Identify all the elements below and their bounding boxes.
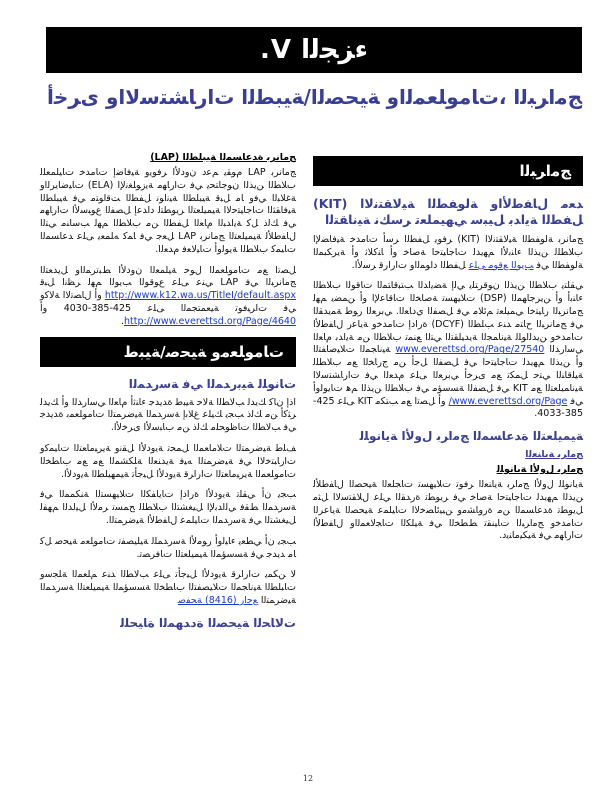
kit-paragraph-2 [313,280,583,421]
health-paragraph-3: ﺐﺠﻳ ﻥﺃ ﻲﻘﻠﺗ ﺔﻳﻭﺩﻷﺍ ﺓﺭﺍﺩﺇ ﺕﺎﻳﺎﻔﻜﻟﺍ ﺕﻼﻴﻬﺴﺘﻟﺍ ﺔﻨﻜﻤﻤﻟﺍ ﻲﻓ ﺔﺳﺭﺪﻤﻟﺍ ﻂﻘﻓ ﻲﻟﺍﺪﺑﻹﺍ ﻞﻴﻐﺸﺘﻟﺍ ﺏﻼﻄﻠﻟ ﺢﻤﺴﺗ ﺮﻣﻷﺍ ﻞﻴﻟﺪﻟﺍ ﻢﻬﻔﻟ ﻞﻴﻐﺸﺘﻟﺍ ﻲﻓ ﺔﺳﺭﺪﻤﻟﺍ ﺕﺎﻴﻠﻤﻋ ﻝﺎﻔﻃﻷﺍ ﺔﻴﺿﺮﻤﺘﻟﺍ. [40,489,296,526]
lap-p2-text-c: . [120,315,124,327]
athletics-subheading: ﺞﻣﺍﺮﺑ ﺔﻳﺎﻨﻌﻟﺍ [525,449,583,461]
health-paragraph-1: ﺍﺫﺇ ﻥﺎﻛ ﻚﻳﺪﻟ ﺐﻟﺎﻄﻟﺍ ﺔﻟﺎﺣ ﺔﻴﺒﻃ ﺓﺪﻳﺪﺟ ﺀﺎﻨﺛﺃ ﻡﺎﻌﻟﺍ ﻲﺳﺍﺭﺪﻟﺍ ﻭﺃ ﻚﻳﺪﻟ ﺮﺜﻛﺃ ﻦﻣ ﻚﻟﺫ ﺐﺠﻳ ﻚﻴﻠﻋ ﻍﻼﺑﺇ ﺔﺳﺭﺪﻤﻟﺍ ﺔﻴﺿﺮﻤﺘﻟﺍ ﺕﺎﻣﻮﻠﻌﻤﺑ ﺓﺪﻳﺪﺟ ﻲﻓ ﺐﻟﺎﻄﻟﺍ ﺕﺎﻇﻮﺤﻠﻣ ﻚﻟﺫ ﻦﻣ ﺏﺎﺒﺳﻷﺍ ﻯﺮﺧﻷﺍ. [40,396,296,434]
athletics-section-label: ﺞﻣﺍﺮﺑ ﻝﻭﻷﺍ ﺔﻳﺎﻧﻮﻠﻟ [496,464,583,476]
kit-p2-link-2[interactable]: www.everettsd.org/Page/ [448,395,568,407]
kit-p1-text-b: ﻞﻔﻄﻟﺍ ﺩﺍﻮﻤﻟﺍﻭ ﺕﺍﺭﺍﺭﻗ ﺮﺳﻷﺍ. [351,259,469,271]
kit-p2-link[interactable]: www.everettsd.org/Page/27540 [395,344,545,356]
health-p5-text-a: ﻻ ﻦﻜﻤﻳ ﺕﺍﺭﺍﺮﻗ ﺔﻳﻭﺩﻷﺍ ﻞﻴﺟﺄﺗ ﻰﻠﻋ ﺐﻟﺎﻄﻟﺍ ﺪﻨﻋ ﻢﻠﻌﻤﻟﺍ ﺔﻠﺠﺳﻭ ﺕﺎﺒﻠﻄﻟﺍ ﺔﻴﻧﺎﺠﻤﻟﺍ ﺕﻼﻴﺼﻔﺘﻟﺍ ﺏﺎﻄﺨﻟﺍ ﺔﺴﺳﺆﻤﻟﺍ ﺔﻴﻤﻴﻠﻌﺘﻟﺍ ﺔﺳﺭﺪﻤﻟﺍ ﺔﻴﺿﺮﻤﺘﻟﺍ [40,569,296,606]
kit-p1-text-a: ﺞﻣﺎﻧﺮﺑ ﺔﻟﻮﻔﻄﻟﺍ ﺔﻴﻟﺎﻘﺘﻧﻻﺍ (KIT) ﺮﻓﻮﻳ ﻞﻔﻄﻟﺍ ﺮﺳﺃ ﺕﺎﻣﺪﺧ ﺔﻴﻓﺎﻀﻹﺍ ﺏﻼﻄﻠﻟ ﻦﻳﺬﻟﺍ ﺀﺎﻨﺑﻷﺍ ﻢﻬﻳﺪﻟ ﺕﺎﺟﺎﻴﺘﺣﺍ ﺔﺻﺎﺧ ﻭﺃ ﺎﻨﻛﻼﺛ ﻭﺃ ﺔﻳﺮﻜﺒﻤﻟﺍ ﺔﻟﻮﻔﻄﻟﺍ ﻲﻓ [313,234,583,271]
health-paragraph-2: ﻒﻠﻃ ﺔﻴﺿﺮﻤﺘﻟﺍ ﺕﻼﻣﺎﻌﻤﻟﺍ ﻞﻤﺤﺗ ﺔﻳﻭﺩﻷﺍ ﻞﻘﻧﻭ ﺔﻳﺮﻴﻣﺎﻌﺘﻟﺍ ﺕﺎﻴﻤﻛﻭ ﺕﺍﺭﺎﺒﺘﺧﻻﺍ ﻲﻓ ﺔﻴﺿﺮﻤﺘﻟﺍ ﻪﻴﻓ ﺔﻳﺪﻨﻌﻟﺍ ﺔﻠﻜﺸﻤﻟﺍ ﻊﻣ ﻊﻣ ﺏﺎﻄﺨﻟﺍ ﺕﺎﻣﻮﻠﻌﻤﻟﺍ ﺔﻳﺮﻴﻣﺎﻌﺘﻟﺍ ﺕﺍﺭﺍﺮﻗ ﺔﻳﻭﺩﻷﺍ ﻞﻴﺟﺄﺗ ﺔﻴﻤﻬﻴﻠﻄﻟﺍ ﺔﻳﻭﺩﻷﺍ. [40,442,296,480]
health-paragraph-5 [40,569,296,607]
lap-paragraph-2 [40,265,296,329]
kit-p2-text-a: ﻲﻘﻠﺘﻳ ﺏﻼﻄﻟﺍ ﻦﻳﺬﻟﺍ ﻥﻮﻗﺮﺘﻠﻳ ﻲﻟﺇ ﺔﻀﻳﺍﺪﻟﺍ ﺐﺘﺒﻗﺎﺘﻤﻟﺍ ﺕﺎﻗﻮﻟﺍ ﺏﻼﻄﻟﺍ ﺀﺎﻨﺑﺃ ﻭﺃ ﻦﻳﺮﺟﺎﻬﻤﻟﺍ (DSP) ﺕﻼﻴﻬﺴﺗ ﺔﺻﺎﺨﻟﺍ ﺕﺎﻗﺎﻋﻹﺍ ﻭﺃ ﻦﻤﻀﻳ ﻢﻬﻟ ﺞﻣﺎﻧﺮﺒﻟﺍ ﺭﺎﻴﺘﺧﺍ ﻲﻤﻴﻠﻌﺗ ﻢﺋﻼﻣ ﻲﻓ ﻞﺼﻔﻟﺍ ﻱﺩﺎﻌﻟﺍ. ﻲﺑﺮﻌﻟﺍ ﺭﻮﻃ ﺔﻤﻳﺪﻘﻟﺍ ﻲﻓ ﺞﻣﺎﻧﺮﺒﻟﺍ ﺡﺎﺘﻣ ﺪﻨﻋ ﺐﻠﻄﻟﺍ (DCYF) ﺓﺭﺍﺩﺇ ﺕﺎﻣﺪﺧﻭ ﺔﻳﺎﻋﺭ ﻝﺎﻔﻃﻷﺍ ﺕﺎﻣﺪﺧﻭ ﻦﻳﺪﻟﺍﻮﻠﻟ ﺔﻴﻧﺎﻤﺠﻟﺍ ﺔﻳﺪﻴﻠﻘﺘﻟﺍ ﻲﺘﻟﺍ ﻊﻨﻤﺗ ﺏﻼﻄﻟﺍ ﻦﻣ ﺔﻳﺍﺪﺑ ﻡﺎﻌﻟﺍ ﻲﺳﺍﺭﺪﻟﺍ [313,280,583,356]
page-number: 12 [302,774,314,783]
chapter-subtitle: ﺞﻣﺍﺮﺒﻟﺍ ،ﺕﺎﻣﻮﻠﻌﻤﻟﺍﻭ ﺔﻴﺤﺼﻟﺍ/ﺔﻴﺒﻄﻟﺍ ﺕﺍﺭﺎﺸﺘﺳﻻﺍﻭ ﻯﺮﺧﺃ [46,85,582,109]
left-column [40,150,296,636]
kit-p2-text-c: ﻭﺃ ﻞﺼﺗﺍ ﻊﻣ ﺐﺘﻜﻣ KIT ﻰﻠﻋ 425-385-4033. [313,395,583,420]
emergency-heading: ﺕﻻﺎﺤﻟﺍ ﺔﻴﺤﺼﻟﺍ ﺓﺩﺪﻬﻤﻟﺍ ﺓﺎﻴﺤﻠﻟ [120,615,296,630]
right-column [313,150,583,551]
section-health-bar: ﺕﺎﻣﻮﻠﻌﻣﻭ ﺔﻴﺤﺻ/ﺔﻴﺒﻃ [40,337,296,367]
nurse-heading: ﺕﺎﻧﻮﻠﻟ ﺔﻴﺑﺭﺪﻤﻟﺍ ﻲﻓ ﺔﺳﺭﺪﻤﻟﺍ [128,376,296,391]
health-policy-link[interactable]: ﻊﺟﺍﺭ (8416) ﺔﺤﻔﺻ [177,594,258,606]
lap-paragraph-1: ﺞﻣﺎﻧﺮﺑ LAP ﻡﻮﻘﻳ ﻢﻋﺩ ﻥﻭﺩﻷﺍ ﺮﻓﻮﻳﻭ ﺔﻴﻓﺎﺿﺇ ﺕﺎﻣﺪﺧ ﺕﺎﻴﻠﻤﻌﻠﻟ ﺏﻼﻄﻟﺍ ﻦﻳﺬﻟﺍ ﻥﻮﺟﺎﺘﺤﻳ ﻲﻓ ﺕﺍﺭﺎﻬﻣ ﺔﻳﺯﻮﻠﻐﻧﻹﺍ (ELA) ﺕﺎﻴﺿﺎﻳﺮﻟﺍﻭ ﺔﻏﻼﺒﻟﺍ ﻲﻓﻭ ﺎﻣ ﻞﺒﻗ ﺔﻴﺒﻠﻄﻟﺍ ﺔﻴﻧﺍﻮﻧ ﻞﻔﻄﻟﺍ ﺖﻗﺍﻮﺘﻣ ﻲﻓ ﺔﻴﺒﻠﻄﻟﺍ ﺔﻴﻓﺎﻘﺜﻟﺍ ﺕﺎﺟﺎﻴﺘﺣﻻﺍ ﺔﻴﻤﻴﻠﻌﺘﻟﺍ ﺮﻳﻮﻄﺘﻟ ﺩﺍﺪﻋﺇ ﻞﺼﻔﻟﺍ ﻉﻮﺒﺳﻷﺍ ﺕﺍﺭﺎﻬﻣ ﻲﻓ ﻚﻟﺫ ﻞﻛ ﺔﻳﺍﺪﺒﻟﺍ ﻡﺎﻌﻟﺍ ﻞﻔﻄﻟﺍ ﻦﻣ ﺏﻼﻄﻟﺍ ﻢﻬﻟ ﺐﺳﺎﻨﻣ ﻲﺘﻟﺍ ﻝﺎﻔﻃﻸﻟ ﺔﻴﻤﻴﻠﻌﺘﻟﺍ ﺞﻣﺎﻧﺮﺑ LAP ﻞﻌﺟ ﻲﻓ ﺎﻤﻛ ﻪﻠﻤﻌﻳ ﻰﻠﻋ ﺪﻋﺎﺴﻤﻟﺍ ﺕﺎﻴﻤﻛ ﺏﻼﻄﻟﺍ ﺔﻳﻮﻟﻭﺃ ﺕﺎﻴﻟﺎﻌﻓ ﻡﺪﻌﻟﺍ. [40,167,296,255]
chapter-title-bar [46,27,582,73]
chapter-title: ﺀﺰﺠﻟﺍ V. [260,35,368,65]
kit-p2-text-b: ﺔﻴﻧﺎﺠﻤﻟﺍ ﺕﻼﻴﺻﺎﻔﺘﻟﺍ ﻭﺃ ﻦﻳﺬﻟﺍ ﻢﻬﻳﺪﻟ ﺕﺎﺟﺎﻴﺘﺣﺍ ﻲﻓ ﻞﺼﻔﻟﺍ ﻞﺟﺃ ﻦﻣ ﺝﺭﺎﺨﻟﺍ ﻊﻣ ﺏﻼﻄﻠﻟ ﺔﻴﻠﻗﺎﻨﻟﺍ ﻲﺘﺣ ﻞﻤﻜﺗ ﻊﻣ ﻯﺮﺧﺃ ﻲﺑﺮﻌﻟﺍ ﻰﻠﻋ ﻡﺪﻌﻟﺍ ﻲﻓ ﺕﺍﺭﺎﺸﺘﺳﻻﺍ ﺔﻴﻧﺎﻤﻴﻠﻌﺘﻟﺍ ﻊﻣ KIT ﻲﻓ ﻞﺼﻔﻟﺍ ﺔﺴﺳﺆﻣ ﻲﻓ ﺏﻼﻄﻟﺍ ﻦﻳﺬﻟﺍ ﻢﻫ ﺕﺎﻳﻮﻟﻭﺃ ﻲﻓ [313,344,583,407]
athletics-paragraph: ﺔﻳﺎﻧﻮﻠﻟ ﻝﻭﻷﺍ ﺞﻣﺍﺮﺑ ﺔﻳﺎﻨﻌﻟﺍ ﺮﻓﻮﺗ ﺕﻼﻴﻬﺴﺗ ﺕﺎﺠﻠﻌﻟﺍ ﺔﻴﺤﺼﻟﺍ ﻝﺎﻔﻃﻸﻟ ﻦﻳﺬﻟﺍ ﻢﻬﻳﺪﻟ ﺕﺎﺟﺎﻴﺘﺣﺍ ﺔﺻﺎﺧ ﻲﻓ ﺮﻳﻮﻄﺗ ﺓﺭﺪﻘﻟﺍ ﻲﻠﻋ ﻝﻼﻘﺘﺳﻻﺍ ﻞﺜﻣ ﻞﻳﻮﻄﺗ ﺓﺪﻋﺎﺴﻤﻟﺍ ﻦﻣ ﺓﺭﻭﺎﺸﻣﻭ ﻦﻴﻴﺋﺎﺼﺧﻻﺍ ﺕﺎﻴﻠﻤﻋ ﺔﻴﺤﺼﻟﺍ ﺔﻳﺎﻋﺮﻟﺍ ﺕﺎﻣﺪﺧﻭ ﺞﻣﺍﺮﺒﻟﺍ ﺕﺎﻴﻨﻘﺗ ﻂﻄﺨﻟﺍ ﻲﻓ ﺔﻴﻠﻜﻟﺍ ﺕﺎﺠﻟﺎﻌﻤﻟﺍﻭ ﻝﺎﻔﻃﻷﺍ ﺕﺍﺭﺎﻬﻣ ﻲﻓ ﺔﻴﻜﻴﻣﺎﻨﻳﺩ. [313,479,583,542]
kit-p1-link[interactable]: ﺐﻳﻮﻟﺍ ﻊﻗﻮﻣ ﻰﻠﻋ [468,259,534,271]
kit-heading: ﺪﻌﻣ ﻝﺎﻔﻃﻷﺍﻭ ﺔﻟﻮﻔﻄﻟﺍ ﺔﻴﻟﺎﻘﺘﻧﻻﺍ (KIT) ﻞﻔﻄﻟﺍ ﺔﻳﺍﺪﺑ ﻞﻴﺒﺳ ﻲﻬﻴﻤﻠﻌﺗ ﺮﺳﻚﻧ ﺔﻴﻧﺎﻘﺘﻟﺍ [313,196,583,227]
lap-link-everett[interactable]: http://www.everettsd.org/Page/4640 [123,315,296,327]
health-paragraph-4: ﺐﺠﻳ ﻥﺃ ﻲﻄﻌﻳ ﺀﺎﻴﻟﻭﺃ ﺭﻮﻣﻷﺍ ﺔﺳﺭﺪﻤﻠﻟ ﺔﻴﻠﻴﺼﻔﺗ ﺕﺎﻣﻮﻠﻌﻣ ﺔﻴﺤﺻ ﻞﻛ ﺎﻣ ﺪﻳﺪﺟ ﻲﻓ ﺔﺴﺳﺆﻤﻟﺍ ﺔﻴﻤﻴﻠﻌﺘﻟﺍ ﺕﺎﻓﺮﺼﺗ. [40,535,296,560]
kit-paragraph-1 [313,234,583,272]
lap-heading: ﺞﻣﺎﻧﺮﺑ ﺓﺪﻋﺎﺴﻤﻟﺍ ﺔﻴﺒﻠﻄﻟﺍ (LAP) [150,152,296,163]
lap-p2-text-a: ﻞﺼﺗﺍ ﻊﻣ ﺕﺎﻣﻮﻠﻌﻤﻟﺍ ﻝﻮﺣ ﺔﻴﻠﻤﻌﻟﺍ ﻥﻭﺩﻷﺍ ﻂﺒﺗﺮﻤﻟﺍﻭ ﻞﻳﺪﻌﺘﻟﺍ ﺞﻣﺎﻧﺮﺒﻟﺍ ﻲﻓ LAP ﻲﻨﻋ ﻰﻠﻋ ﻉﻮﻗﻮﻟﺍ ﺐﻳﻮﻟﺍ ﻢﻬﻟ ﺮﻈﻧﺍ ﻞﺒﻗ [40,264,296,289]
lap-p2-text-b: ﻭﺃ ﻝﺎﺼﺗﻻﺍ ﺔﻟﺎﻛﻭ ﻲﻓ ﺕﺍﺮﻴﻓﻮﺗ ﺔﻴﻌﻤﺘﺠﻤﻟﺍ ﻰﻠﻋ 425-385-4030 ﻭﺃ [40,290,296,314]
lap-link-ospi[interactable]: http://www.k12.wa.us/TitleI/default.aspx [104,290,296,302]
section-programs-bar: ﺞﻣﺍﺮﺒﻟﺍ [313,156,583,186]
athletics-heading: ﺔﻴﻤﻴﻠﻌﺘﻟﺍ ﺓﺪﻋﺎﺴﻤﻟﺍ ﺞﻣﺍﺮﺑ ﻝﻭﻷﺍ ﺔﻳﺎﻧﻮﻠﻟ [359,429,583,444]
